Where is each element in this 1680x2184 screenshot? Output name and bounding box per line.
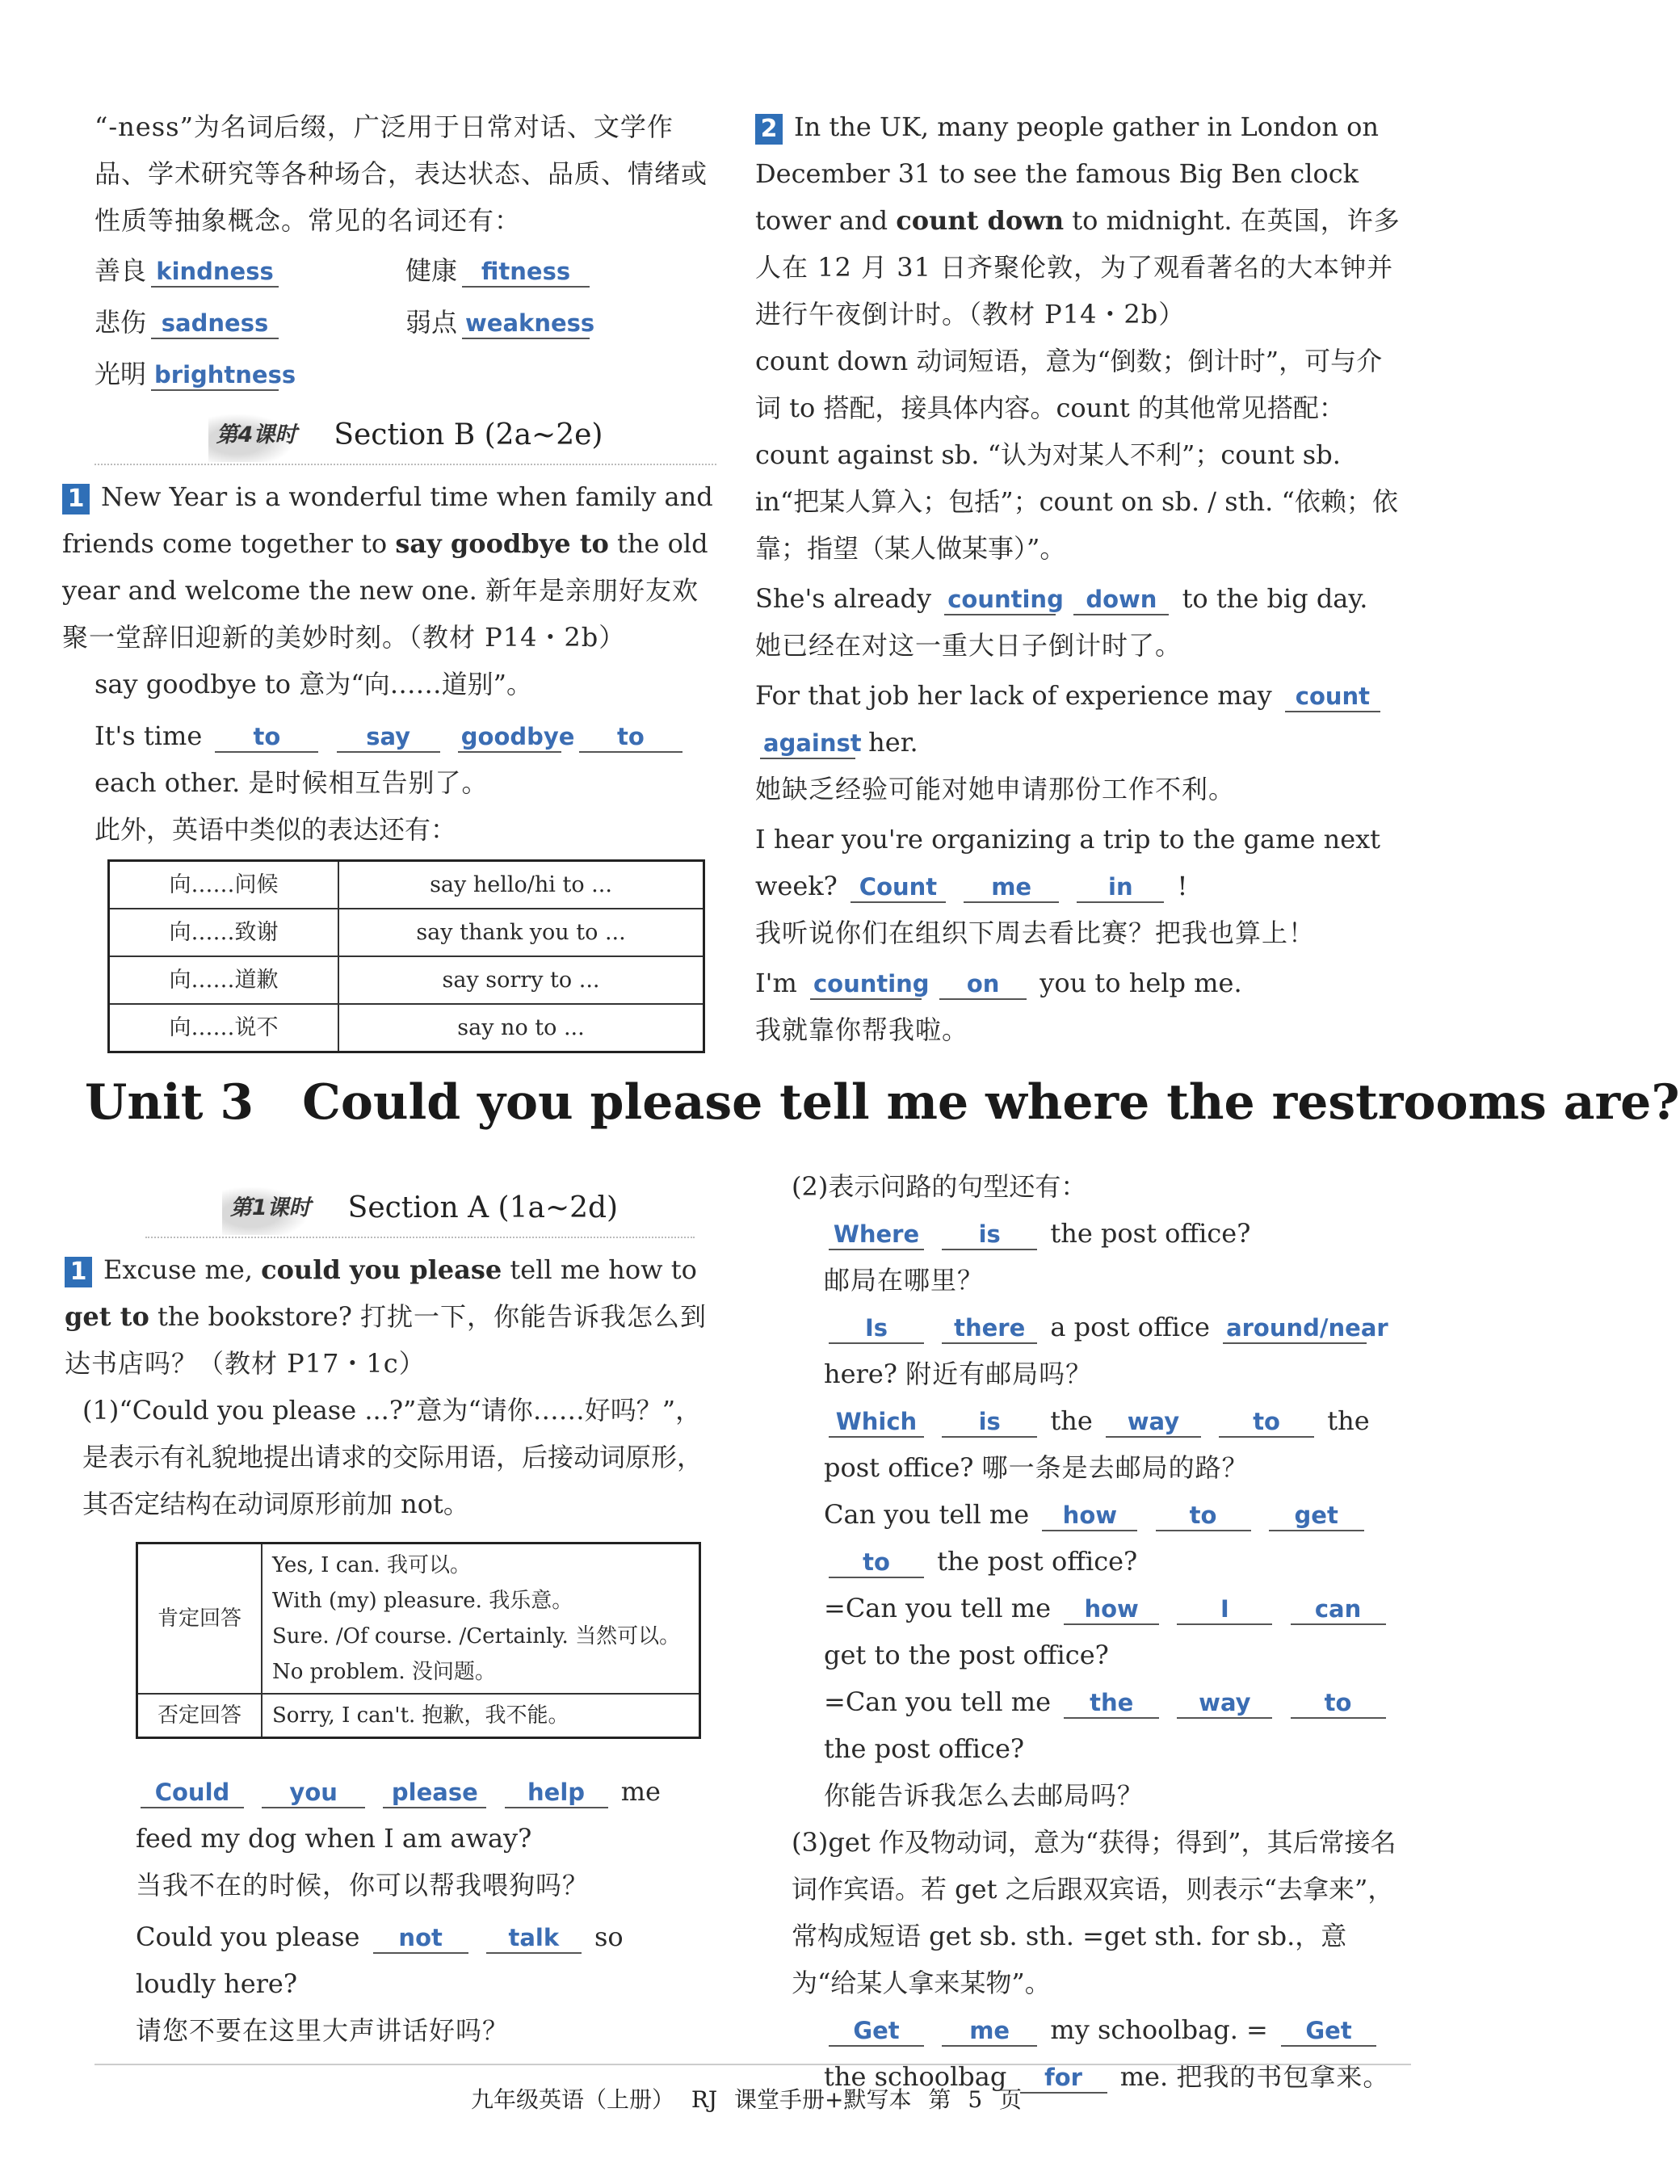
answer-blank: down — [1073, 585, 1169, 615]
answer-blank: way — [1106, 1407, 1201, 1438]
answer-blank: against — [760, 729, 855, 759]
item-number-badge: 1 — [65, 1257, 92, 1287]
answer-blank: Is — [829, 1313, 924, 1344]
section-title: Section A (1a~2d) — [347, 1191, 619, 1224]
noun-cn: 悲伤 — [94, 307, 147, 338]
footer-divider — [94, 2064, 1411, 2065]
answer-blank: to — [1156, 1501, 1251, 1531]
answer-blank: is — [942, 1220, 1037, 1250]
section-header — [94, 407, 716, 465]
similar-intro: 此外，英语中类似的表达还有： — [94, 814, 457, 845]
noun-cn: 善良 — [94, 255, 147, 286]
item-2-sentence: 2 In the UK, many people gather in London on December 31 to see the famous Big Ben clock tower and count down to midnight. 在英国，许多人在 12 月 31 日齐聚伦敦，为了观看著名的大本钟并进行午夜倒计时。（教材 P14・2b） — [755, 111, 1401, 330]
answer-blank: goodbye — [458, 722, 561, 753]
noun-answer: kindness — [151, 257, 279, 288]
bottom-right-column — [792, 1163, 1405, 2100]
example-sentence: =Can you tell me how I can get to the post office? — [824, 1585, 1405, 1678]
answer-blank: Count — [850, 872, 946, 903]
key-phrase: count down — [896, 205, 1065, 236]
section-title: Section B (2a~2e) — [334, 418, 603, 452]
answer-blank: how — [1042, 1501, 1137, 1531]
noun-list — [94, 247, 716, 402]
table-row: 向……说不 say no to ... — [109, 1004, 704, 1052]
unit-title — [85, 1074, 1680, 1131]
note-2: (2)表示问路的句型还有： — [792, 1171, 1087, 1202]
example-sentence: Can you tell me how to get to the post office? — [824, 1491, 1405, 1585]
item-1-sentence: 1 New Year is a wonderful time when family and friends come together to say goodbye to the old year and welcome the new one. 新年是亲朋好友欢聚一堂辞旧迎新的美妙时刻。（教材 P14・2b） — [62, 481, 713, 653]
unit-label: Unit 3 — [85, 1074, 254, 1131]
answer-blank: on — [939, 969, 1027, 1000]
answer-blank: counting — [944, 585, 1056, 615]
lesson-badge: 第1课时 — [222, 1182, 319, 1235]
table-row: 向……道歉 say sorry to ... — [109, 956, 704, 1004]
example-sentence: For that job her lack of experience may count against her. — [755, 672, 1405, 766]
example-sentence: I'm counting on you to help me. — [755, 968, 1242, 998]
answer-blank: to — [215, 722, 318, 753]
noun-cn: 弱点 — [405, 307, 458, 338]
example-sentence: Could you please not talk so loudly here? — [136, 1922, 624, 1999]
answer-blank: counting — [810, 969, 922, 1000]
table-row: 否定回答 Sorry, I can't. 抱歉，我不能。 — [137, 1694, 700, 1738]
item-1-sentence: 1 Excuse me, could you please tell me how to get to the bookstore? 打扰一下，你能告诉我怎么到达书店吗？（教材 P17・1c） — [65, 1254, 708, 1379]
unit-heading: Could you please tell me where the restrooms are? — [302, 1074, 1680, 1131]
answer-blank: Which — [829, 1407, 924, 1438]
example-sentence: She's already counting down to the big day. — [755, 583, 1368, 614]
noun-answer: fitness — [462, 257, 590, 288]
item-2-note: count down 动词短语，意为“倒数；倒计时”，可与介词 to 搭配，接具体内容。count 的其他常见搭配：count against sb. “认为对某人不利”；count sb. in“把某人算入；包括”；count on sb. / sth. “依赖；依靠；指望（某人做某事）”。 — [755, 346, 1398, 564]
answer-blank: to — [579, 722, 682, 753]
example-translation: 我听说你们在组织下周去看比赛？把我也算上！ — [755, 918, 1316, 948]
example-sentence: Which is the way to the post office? 哪一条是去邮局的路？ — [824, 1405, 1370, 1483]
answer-blank: say — [337, 722, 440, 753]
noun-cn: 光明 — [94, 359, 147, 389]
direction-patterns — [792, 1210, 1405, 1819]
answer-blank: to — [1219, 1407, 1314, 1438]
example-translation: 当我不在的时候，你可以帮我喂狗吗？ — [136, 1870, 590, 1900]
answer-blank: you — [262, 1778, 365, 1808]
answer-blank: Where — [829, 1220, 924, 1250]
table-row: 肯定回答 Yes, I can. 我可以。 With (my) pleasure. 我乐意。 Sure. /Of course. /Certainly. 当然可以。 No problem. 没问题。 — [137, 1544, 700, 1695]
fill-sentence: It's time to say goodbye to each other. 是时候相互告别了。 — [94, 712, 716, 806]
answer-blank: help — [505, 1778, 608, 1808]
answer-blank: please — [383, 1778, 486, 1808]
example-translation: 她缺乏经验可能对她申请那份工作不利。 — [755, 774, 1236, 804]
answer-blank: Get — [1281, 2016, 1376, 2047]
example-sentence: Get me my schoolbag. = Get the schoolbag for me. 把我的书包拿来。 — [824, 2014, 1390, 2092]
key-phrase: get to — [65, 1301, 149, 1332]
note-1: (1)“Could you please ...?”意为“请你……好吗？”，是表示有礼貌地提出请求的交际用语，后接动词原形，其否定结构在动词原形前加 not。 — [82, 1395, 704, 1519]
table-row: 向……致谢 say thank you to ... — [109, 909, 704, 956]
answer-blank: count — [1285, 682, 1380, 712]
item-number-badge: 2 — [755, 114, 783, 145]
example-sentence: Where is the post office? — [824, 1210, 1405, 1257]
answer-blank: get — [1269, 1501, 1364, 1531]
noun-cn: 健康 — [405, 255, 458, 286]
expression-table — [107, 859, 705, 1053]
answer-blank: in — [1077, 872, 1164, 903]
item-number-badge: 1 — [62, 484, 90, 514]
answer-blank: me — [964, 872, 1059, 903]
reply-table — [136, 1542, 701, 1739]
example-translation: 她已经在对这一重大日子倒计时了。 — [755, 630, 1182, 661]
ness-intro: “-ness”为名词后缀，广泛用于日常对话、文学作品、学术研究等各种场合，表达状态、品质、情绪或性质等抽象概念。常见的名词还有： — [94, 111, 708, 236]
item-1-note: say goodbye to 意为“向……道别”。 — [94, 669, 532, 699]
answer-blank: there — [942, 1313, 1037, 1344]
noun-answer: weakness — [462, 309, 590, 339]
example-translation: 你能告诉我怎么去邮局吗？ — [824, 1780, 1144, 1811]
example-sentence: I hear you're organizing a trip to the game next week? Count me in ! — [755, 824, 1381, 901]
answer-blank: to — [1291, 1688, 1386, 1719]
answer-blank: Get — [829, 2016, 924, 2047]
answer-blank: is — [942, 1407, 1037, 1438]
noun-answer: brightness — [151, 360, 279, 391]
answer-blank: the — [1064, 1688, 1159, 1719]
noun-answer: sadness — [151, 309, 279, 339]
example-sentence: Could you please help me feed my dog when I am away? — [136, 1776, 661, 1854]
top-left-column — [62, 103, 716, 1053]
example-sentence: =Can you tell me the way to the post office? — [824, 1678, 1405, 1772]
answer-blank: around/near — [1223, 1313, 1367, 1344]
example-translation: 邮局在哪里？ — [824, 1265, 985, 1296]
example-translation: 请您不要在这里大声讲话好吗？ — [136, 2015, 510, 2046]
key-phrase: could you please — [261, 1254, 502, 1285]
answer-blank: me — [942, 2016, 1037, 2047]
answer-blank: Could — [141, 1778, 244, 1808]
page-footer: 九年级英语（上册） RJ 课堂手册+默写本 第 5 页 — [470, 2086, 1023, 2113]
key-phrase: say goodbye to — [395, 528, 609, 559]
answer-blank: talk — [486, 1923, 582, 1954]
answer-blank: how — [1064, 1594, 1159, 1625]
top-right-column — [755, 103, 1405, 1053]
lesson-badge: 第4课时 — [208, 409, 305, 462]
answer-blank: can — [1291, 1594, 1386, 1625]
note-3: (3)get 作及物动词，意为“获得；得到”，其后常接名词作宾语。若 get 之后跟双宾语，则表示“去拿来”，常构成短语 get sb. sth. =get sth. for sb.，意为“给某人拿来某物”。 — [792, 1827, 1396, 1998]
example-translation: 我就靠你帮我啦。 — [755, 1014, 969, 1045]
answer-blank: to — [829, 1548, 924, 1578]
example-sentence: Is there a post office around/near here? 附近有邮局吗？ — [824, 1312, 1388, 1389]
bottom-left-column — [65, 1175, 711, 2054]
answer-blank: not — [373, 1923, 468, 1954]
answer-blank: way — [1177, 1688, 1272, 1719]
section-header — [145, 1180, 695, 1238]
answer-blank: for — [1020, 2063, 1107, 2094]
answer-blank: I — [1177, 1594, 1272, 1625]
table-row: 向……问候 say hello/hi to ... — [109, 861, 704, 909]
